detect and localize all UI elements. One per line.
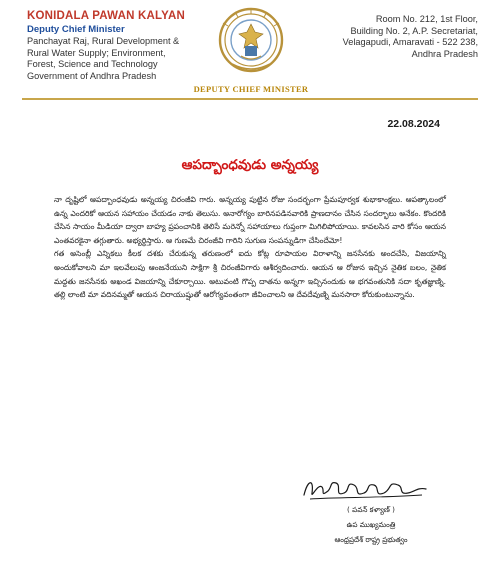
signatory-designation: ఉప ముఖ్యమంత్రి — [346, 520, 396, 529]
press-note-body — [54, 193, 446, 302]
department-line: Government of Andhra Pradesh — [27, 70, 157, 81]
document-date: 22.08.2024 — [387, 118, 440, 130]
emblem-caption: DEPUTY CHIEF MINISTER — [193, 84, 309, 94]
address-line: Room No. 212, 1st Floor, — [375, 14, 478, 24]
signatory-name: ( పవన్ కళ్యాణ్ ) — [347, 505, 395, 514]
signature-block — [296, 502, 446, 547]
minister-name: KONIDALA PAWAN KALYAN — [27, 10, 185, 22]
handwritten-signature-icon — [300, 473, 430, 503]
letterhead-address — [328, 14, 478, 60]
paragraph: నా దృష్టిలో ఆపద్బాంధవుడు అన్నయ్య చిరంజీవి గారు. అన్నయ్య పుట్టిన రోజు సందర్భంగా ప్రేమపూర్వక శుభాకాంక్షలు. ఆపత్కాలంలో ఉన్న ఎందరికో ఆయన సహాయం చేయడం నాకు తెలుసు. అనారోగ్యం బారినపడినవారికి ప్రాణదానం చేసిన సందర్భాలు అనేకం. కొందరికి చేసిన సాయం మీడియా ద్వారా బాహ్య ప్రపంచానికి తెలిసే మరెన్నో సహాయాలు గుప్తంగా మిగిలిపోయాయి. కావలసిన వారి కోసం ఆయన ఎంతవరకైనా తగ్గుతారు. అభ్యర్థిస్తారు. ఆ గుణమే చిరంజీవి గారిని సుగుణ సంపన్నుడిగా చేసిందేమో! — [54, 195, 446, 245]
press-note-title: ఆపద్బాంధవుడు అన్నయ్య — [181, 157, 319, 173]
department-line: Panchayat Raj, Rural Development & — [27, 36, 180, 46]
address-line: Velagapudi, Amaravati - 522 238, — [342, 37, 478, 47]
minister-designation: Deputy Chief Minister — [27, 24, 125, 35]
state-emblem-icon — [208, 4, 294, 80]
department-line: Rural Water Supply; Environment, — [27, 47, 166, 58]
header-divider — [22, 98, 478, 100]
address-line: Andhra Pradesh — [411, 48, 478, 59]
signatory-government: ఆంధ్రప్రదేశ్ రాష్ట్ర ప్రభుత్వం — [334, 535, 408, 544]
department-line: Forest, Science and Technology — [27, 59, 158, 69]
address-line: Building No. 2, A.P. Secretariat, — [350, 25, 478, 36]
paragraph: గత అసెంబ్లీ ఎన్నికలు కీలక దశకు చేరుకున్న తరుణంలో ఐదు కోట్ల రూపాయల విరాళాన్ని జనసేనకు అందచేసి, విజయాన్ని అందుకోవాలని మా ఇలవేలుపు ఆంజనేయుని సాక్షిగా శ్రీ చిరంజీవిగారు ఆశీర్వదించారు. ఆయన ఆ రోజున ఇచ్చిన నైతిక బలం, నైతిక మద్దతు జనసేనకు అఖండ విజయాన్ని చేకూర్చాయి. అటువంటి గొప్ప దాతను అన్నగా ఇచ్చినందుకు ఆ భగవంతునికి సదా కృతజ్ఞుణ్ని. తల్లి లాంటి మా వదినమ్మతో ఆయన చిరాయుష్షుతో ఆరోగ్యవంతంగా జీవించాలని ఆ దేవదేవుణ్ని మనసారా కోరుకుంటున్నాను. — [54, 249, 446, 300]
letterhead-left — [27, 10, 227, 82]
